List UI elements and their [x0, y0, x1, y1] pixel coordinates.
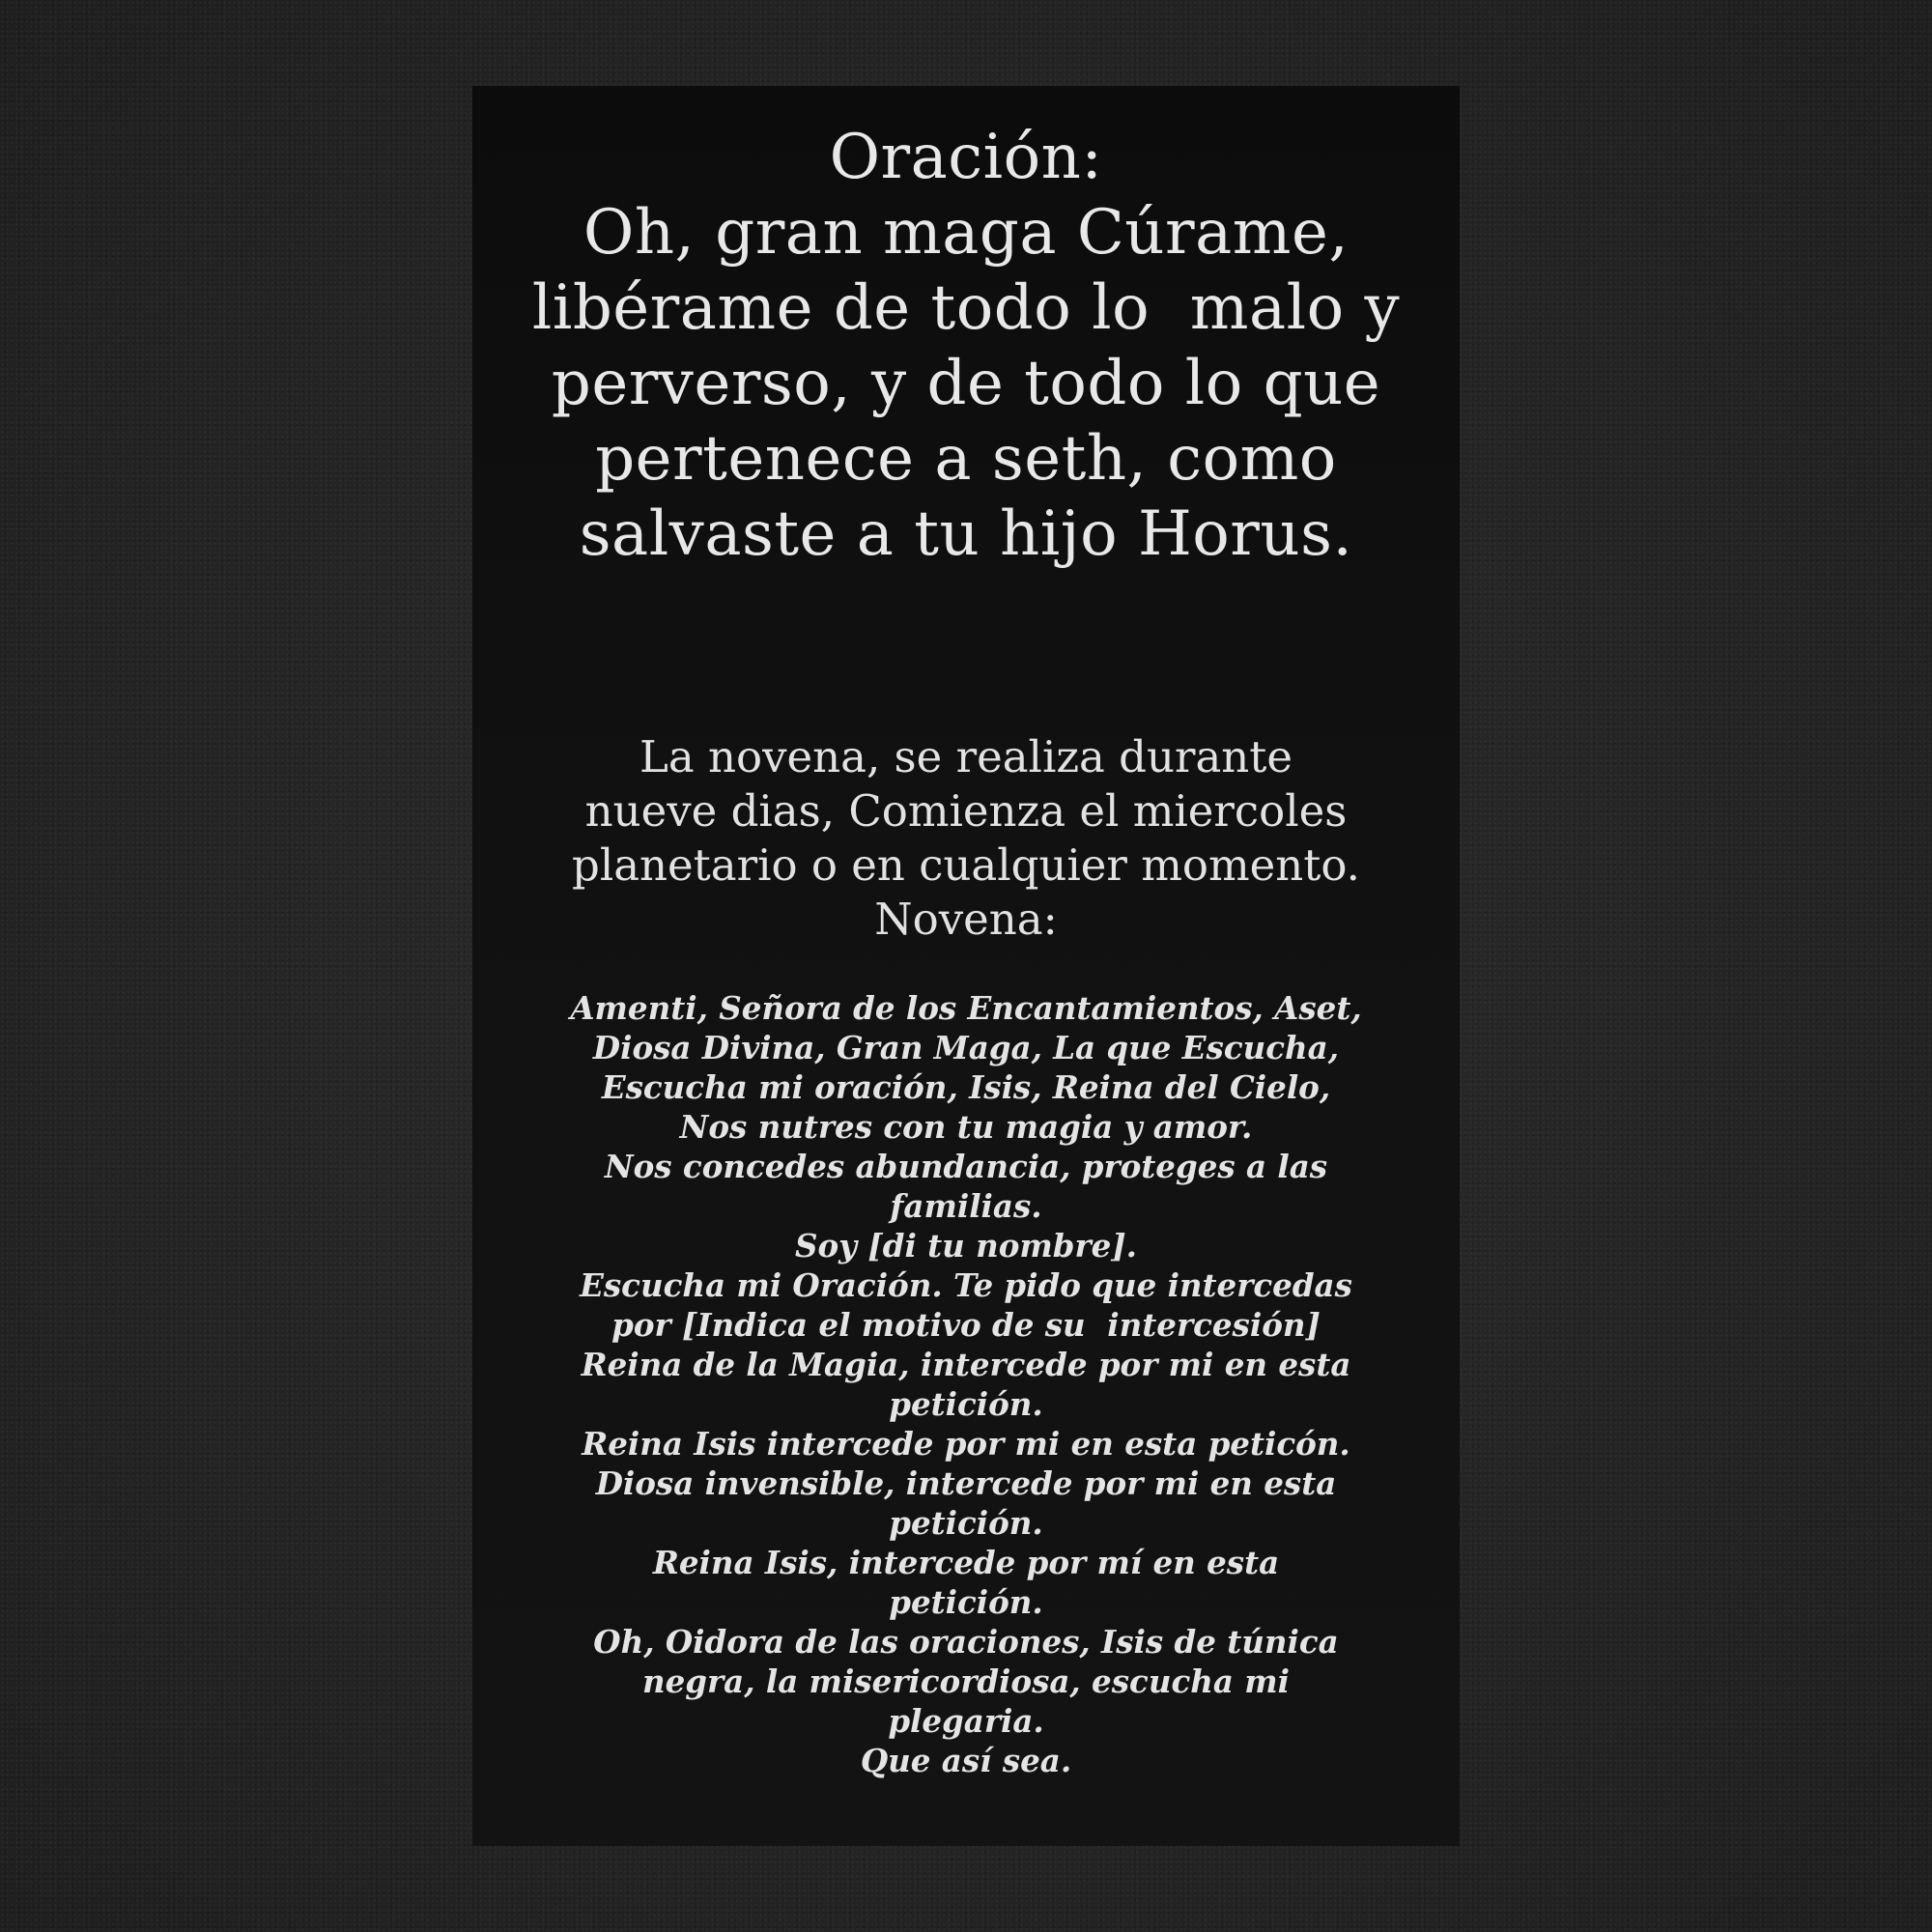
novena-text [472, 988, 1460, 1780]
novena-line: petición. [889, 1385, 1043, 1423]
novena-line: negra, la misericordiosa, escucha mi [642, 1662, 1290, 1700]
novena-line: Diosa invensible, intercede por mi en esta [595, 1464, 1337, 1502]
novena-line: petición. [889, 1583, 1043, 1621]
prayer-card [472, 86, 1460, 1846]
novena-line: Reina de la Magia, intercede por mi en esta [581, 1346, 1351, 1383]
intro-line: nueve dias, Comienza el miercoles [584, 785, 1348, 837]
novena-line: petición. [889, 1504, 1043, 1542]
novena-line: Oh, Oidora de las oraciones, Isis de túnica [593, 1623, 1339, 1661]
novena-line: Nos nutres con tu magia y amor. [679, 1108, 1253, 1146]
prayer-heading-block [472, 120, 1460, 572]
novena-line: por [Indica el motivo de su intercesión] [611, 1306, 1321, 1344]
novena-line: Escucha mi oración, Isis, Reina del Cielo, [601, 1068, 1331, 1106]
novena-heading: Novena: [874, 894, 1058, 945]
novena-line: Reina Isis, intercede por mí en esta [652, 1544, 1280, 1581]
novena-closing: Que así sea. [860, 1742, 1072, 1779]
intro-line: planetario o en cualquier momento. [572, 839, 1360, 891]
prayer-line: libérame de todo lo malo y [531, 272, 1401, 344]
novena-line: Escucha mi Oración. Te pido que intercedas [580, 1266, 1352, 1304]
novena-line: familias. [890, 1187, 1042, 1225]
novena-line: plegaria. [888, 1702, 1044, 1740]
prayer-line: Oh, gran maga Cúrame, [582, 197, 1350, 269]
novena-line: Diosa Divina, Gran Maga, La que Escucha, [592, 1029, 1340, 1066]
prayer-line: perverso, y de todo lo que [551, 348, 1381, 419]
novena-line: Amenti, Señora de los Encantamientos, Aset, [570, 989, 1362, 1027]
novena-line: Soy [di tu nombre]. [795, 1227, 1137, 1264]
novena-line: Reina Isis intercede por mi en esta peticón. [582, 1425, 1350, 1463]
intro-line: La novena, se realiza durante [639, 731, 1293, 782]
novena-intro [472, 730, 1460, 947]
novena-line: Nos concedes abundancia, proteges a las [604, 1148, 1328, 1185]
prayer-line: pertenece a seth, como [595, 423, 1337, 495]
prayer-line: salvaste a tu hijo Horus. [579, 498, 1353, 570]
prayer-title: Oración: [829, 122, 1103, 193]
